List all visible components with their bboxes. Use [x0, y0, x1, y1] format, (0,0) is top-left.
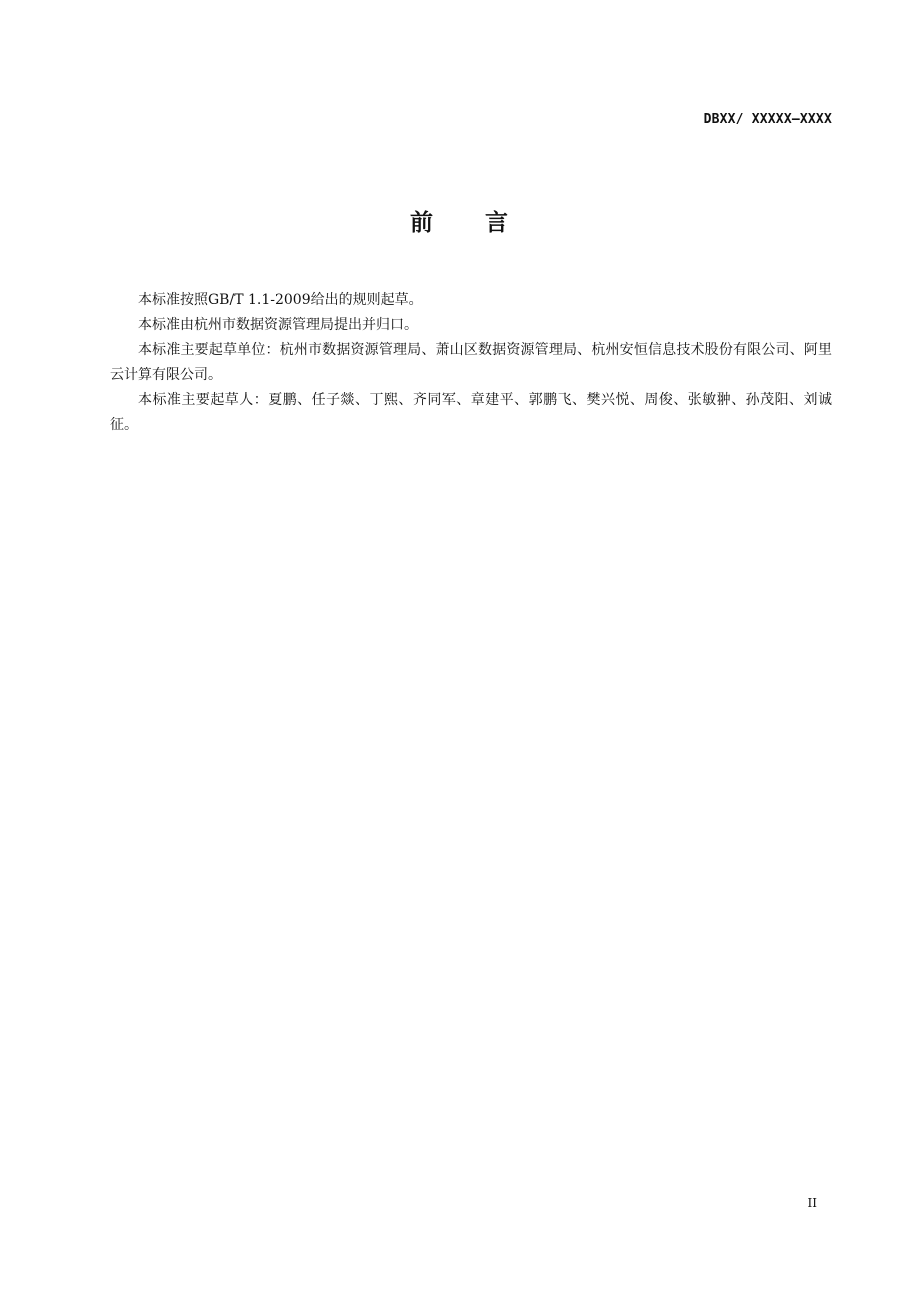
paragraph-drafting-units: 本标准主要起草单位：杭州市数据资源管理局、萧山区数据资源管理局、杭州安恒信息技术股份有限公司、阿里云计算有限公司。 — [110, 342, 832, 383]
page-title — [0, 204, 920, 237]
page-number: II — [807, 1196, 817, 1210]
paragraph-drafting-rules: 本标准按照GB/T 1.1-2009给出的规则起草。 — [138, 292, 423, 308]
foreword-body — [110, 288, 832, 438]
standard-code: DBXX/ XXXXX—XXXX — [703, 112, 832, 127]
title-char-2: 言 — [485, 210, 510, 236]
title-char-1: 前 — [410, 210, 435, 236]
paragraph-proposer: 本标准由杭州市数据资源管理局提出并归口。 — [138, 317, 418, 333]
paragraph-drafters: 本标准主要起草人：夏鹏、任子燚、丁熙、齐同军、章建平、郭鹏飞、樊兴悦、周俊、张敏翀、孙茂阳、刘诚征。 — [110, 392, 832, 433]
